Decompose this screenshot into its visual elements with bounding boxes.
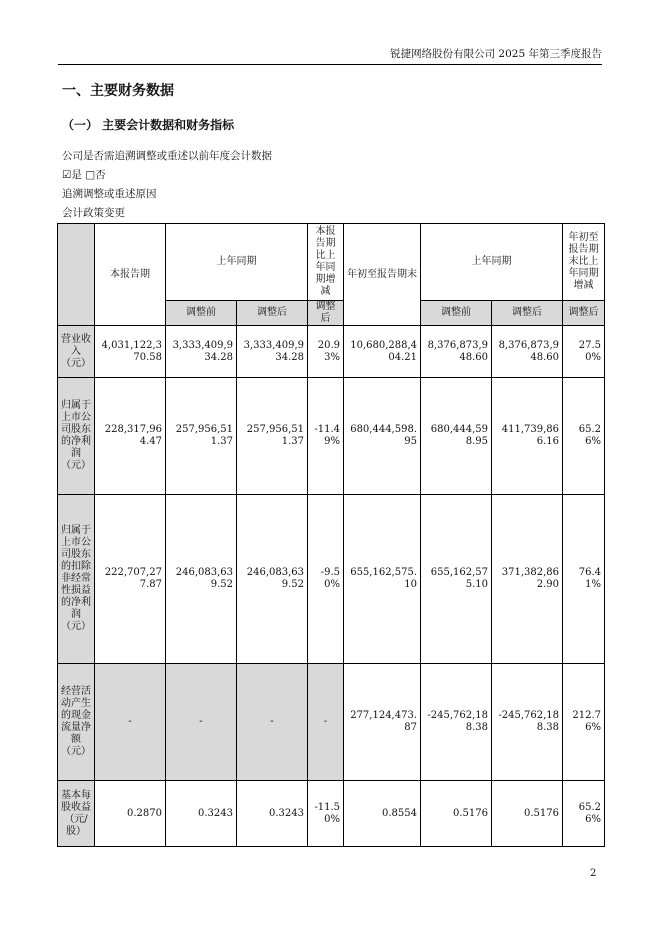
cell-current: 228,317,964.47 — [95, 378, 166, 495]
cell-ytd-prior-before: -245,762,188.38 — [421, 664, 492, 781]
table-header-row — [58, 224, 605, 301]
subheader-ytd-change-after: 调整后 — [563, 301, 605, 326]
header-ytd: 年初至报告期末 — [344, 224, 421, 326]
page-number: 2 — [590, 868, 597, 879]
cell-ytd: 10,680,288,404.21 — [344, 326, 421, 378]
cell-current: 4,031,122,370.58 — [95, 326, 166, 378]
cell-prior-before: 3,333,409,934.28 — [166, 326, 237, 378]
cell-ytd-change: 27.50% — [563, 326, 605, 378]
cell-prior-after: - — [237, 664, 308, 781]
cell-current: - — [95, 664, 166, 781]
no-checkbox: □否 — [85, 169, 106, 181]
cell-change: 20.93% — [308, 326, 344, 378]
row-label: 营业收入（元） — [58, 326, 95, 378]
subsection-title: （一） 主要会计数据和财务指标 — [62, 118, 235, 132]
header-current-period: 本报告期 — [95, 224, 166, 326]
cell-change: - — [308, 664, 344, 781]
cell-ytd-prior-after: -245,762,188.38 — [492, 664, 563, 781]
cell-ytd: 277,124,473.87 — [344, 664, 421, 781]
subheader-prior-after: 调整后 — [237, 301, 308, 326]
table-row — [58, 326, 605, 378]
restatement-reason-value: 会计政策变更 — [62, 207, 125, 219]
subheader-prior-before: 调整前 — [166, 301, 237, 326]
subheader-ytd-before: 调整前 — [421, 301, 492, 326]
cell-ytd-prior-after: 371,382,862.90 — [492, 495, 563, 664]
row-label: 归属于上市公司股东的净利润（元） — [58, 378, 95, 495]
table-row — [58, 378, 605, 495]
header-prior-ytd: 上年同期 — [421, 224, 563, 301]
yes-checkbox: ☑是 — [62, 169, 82, 181]
restatement-question: 公司是否需追溯调整或重述以前年度会计数据 — [62, 150, 272, 162]
cell-ytd: 0.8554 — [344, 781, 421, 847]
cell-prior-after: 0.3243 — [237, 781, 308, 847]
cell-ytd-change: 76.41% — [563, 495, 605, 664]
cell-prior-before: 257,956,511.37 — [166, 378, 237, 495]
cell-ytd-prior-before: 8,376,873,948.60 — [421, 326, 492, 378]
cell-ytd-prior-after: 8,376,873,948.60 — [492, 326, 563, 378]
header-corner-cell — [58, 224, 95, 326]
row-label: 归属于上市公司股东的扣除非经常性损益的净利润（元） — [58, 495, 95, 664]
restatement-reason-label: 追溯调整或重述原因 — [62, 188, 157, 200]
row-label: 基本每股收益（元/股） — [58, 781, 95, 847]
subheader-ytd-after: 调整后 — [492, 301, 563, 326]
cell-prior-before: 246,083,639.52 — [166, 495, 237, 664]
table-row — [58, 664, 605, 781]
cell-ytd-change: 65.26% — [563, 378, 605, 495]
cell-ytd-prior-after: 411,739,866.16 — [492, 378, 563, 495]
subheader-change-after: 调整后 — [308, 301, 344, 326]
financial-data-table — [57, 223, 605, 847]
cell-change: -9.50% — [308, 495, 344, 664]
cell-ytd: 655,162,575.10 — [344, 495, 421, 664]
cell-ytd: 680,444,598.95 — [344, 378, 421, 495]
header-ytd-change: 年初至报告期末比上年同期增减 — [563, 224, 605, 301]
cell-prior-before: - — [166, 664, 237, 781]
cell-prior-before: 0.3243 — [166, 781, 237, 847]
cell-ytd-prior-before: 655,162,575.10 — [421, 495, 492, 664]
cell-ytd-change: 212.76% — [563, 664, 605, 781]
cell-ytd-prior-after: 0.5176 — [492, 781, 563, 847]
cell-prior-after: 246,083,639.52 — [237, 495, 308, 664]
document-header: 锐捷网络股份有限公司 2025 年第三季度报告 — [58, 46, 602, 65]
cell-current: 0.2870 — [95, 781, 166, 847]
cell-prior-after: 3,333,409,934.28 — [237, 326, 308, 378]
cell-ytd-prior-before: 0.5176 — [421, 781, 492, 847]
restatement-choice — [62, 167, 106, 182]
cell-ytd-prior-before: 680,444,598.95 — [421, 378, 492, 495]
header-prior-period: 上年同期 — [166, 224, 308, 301]
cell-change: -11.49% — [308, 378, 344, 495]
cell-current: 222,707,277.87 — [95, 495, 166, 664]
cell-change: -11.50% — [308, 781, 344, 847]
cell-prior-after: 257,956,511.37 — [237, 378, 308, 495]
table-row — [58, 495, 605, 664]
header-change-vs-prior: 本报告期比上年同期增减 — [308, 224, 344, 301]
section-title: 一、主要财务数据 — [62, 83, 174, 99]
table-row — [58, 781, 605, 847]
cell-ytd-change: 65.26% — [563, 781, 605, 847]
row-label: 经营活动产生的现金流量净额（元） — [58, 664, 95, 781]
